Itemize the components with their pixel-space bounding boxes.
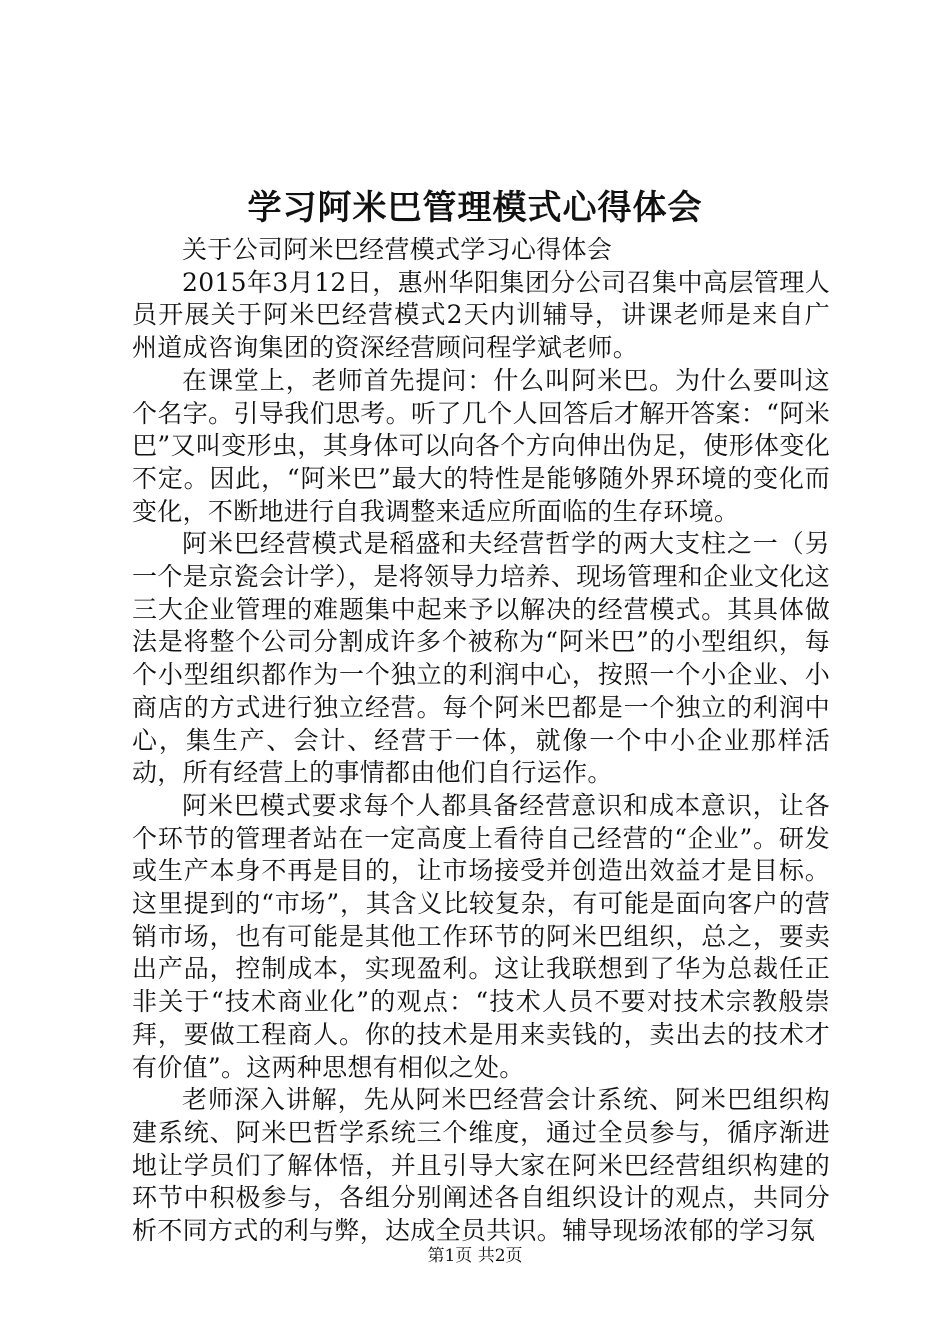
document-body — [132, 234, 830, 1248]
paragraph: 在课堂上，老师首先提问：什么叫阿米巴。为什么要叫这个名字。引导我们思考。听了几个人回答后才解开答案：“阿米巴”又叫变形虫，其身体可以向各个方向伸出伪足，使形体变化不定。因此，“阿米巴”最大的特性是能够随外界环境的变化而变化，不断地进行自我调整来适应所面临的生存环境。 — [132, 365, 830, 526]
paragraph: 关于公司阿米巴经营模式学习心得体会 — [182, 235, 613, 264]
page-number-footer: 第1页 共2页 — [427, 1246, 523, 1266]
paragraph: 老师深入讲解，先从阿米巴经营会计系统、阿米巴组织构建系统、阿米巴哲学系统三个维度，通过全员参与，循序渐进地让学员们了解体悟，并且引导大家在阿米巴经营组织构建的环节中积极参与，各组分别阐述各自组织设计的观点，共同分析不同方式的利与弊，达成全员共识。辅导现场浓郁的学习氛 — [132, 1085, 830, 1246]
paragraph: 阿米巴经营模式是稻盛和夫经营哲学的两大支柱之一（另一个是京瓷会计学），是将领导力培养、现场管理和企业文化这三大企业管理的难题集中起来予以解决的经营模式。其具体做法是将整个公司分割成许多个被称为“阿米巴”的小型组织，每个小型组织都作为一个独立的利润中心，按照一个小企业、小商店的方式进行独立经营。每个阿米巴都是一个独立的利润中心，集生产、会计、经营于一体，就像一个中小企业那样活动，所有经营上的事情都由他们自行运作。 — [132, 529, 830, 788]
paragraph: 阿米巴模式要求每个人都具备经营意识和成本意识，让各个环节的管理者站在一定高度上看待自己经营的“企业”。研发或生产本身不再是目的，让市场接受并创造出效益才是目标。这里提到的“市场”，其含义比较复杂，有可能是面向客户的营销市场，也有可能是其他工作环节的阿米巴组织，总之，要卖出产品，控制成本，实现盈利。这让我联想到了华为总裁任正非关于“技术商业化”的观点：“技术人员不要对技术宗教般崇拜，要做工程商人。你的技术是用来卖钱的，卖出去的技术才有价值”。这两种思想有相似之处。 — [132, 790, 830, 1082]
document-title: 学习阿米巴管理模式心得体会 — [247, 188, 703, 228]
paragraph: 2015年3月12日，惠州华阳集团分公司召集中高层管理人员开展关于阿米巴经营模式2天内训辅导，讲课老师是来自广州道成咨询集团的资深经营顾问程学斌老师。 — [132, 267, 830, 363]
